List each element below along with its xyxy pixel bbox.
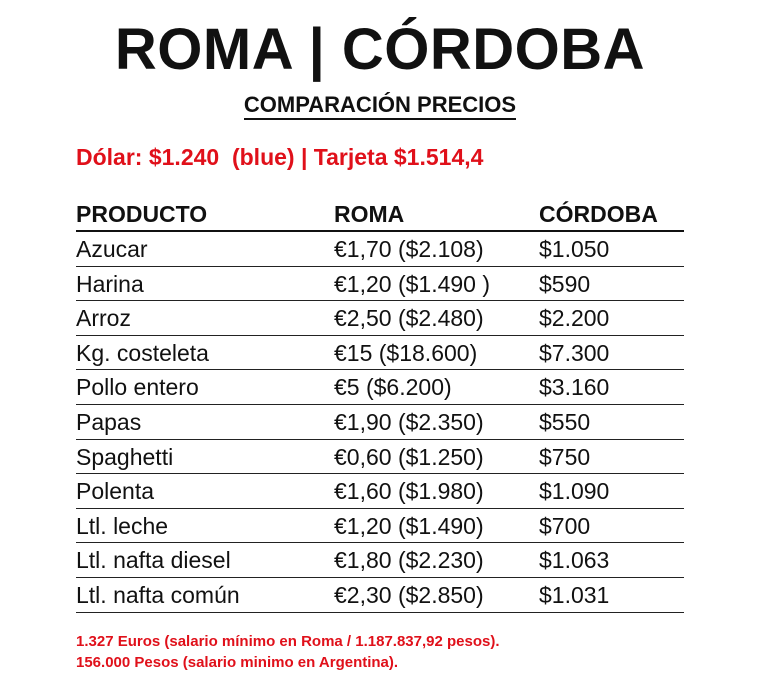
column-header-roma: ROMA: [334, 201, 405, 227]
cordoba-price-cell: $1.063: [539, 547, 610, 574]
table-row: [76, 474, 684, 509]
table-row: [76, 301, 684, 336]
cordoba-price-cell: $7.300: [539, 339, 610, 366]
cordoba-price-cell: $1.031: [539, 581, 610, 608]
roma-price-cell: €1,90 ($2.350): [334, 408, 484, 435]
page-title: ROMA | CÓRDOBA: [114, 17, 646, 82]
exchange-rate-line: Dólar: $1.240 (blue) | Tarjeta $1.514,4: [76, 144, 484, 170]
footnotes: [76, 631, 500, 673]
roma-price-cell: €1,70 ($2.108): [334, 236, 484, 262]
roma-price-cell: €15 ($18.600): [334, 339, 478, 366]
product-cell: Azucar: [76, 236, 148, 262]
cordoba-price-cell: $3.160: [539, 374, 610, 401]
cordoba-price-cell: $550: [539, 408, 591, 435]
table-row: [76, 336, 684, 371]
cordoba-price-cell: $2.200: [539, 305, 610, 332]
product-cell: Ltl. leche: [76, 512, 169, 539]
table-row: [76, 578, 684, 613]
footnote-roma-salary: 1.327 Euros (salario mínimo en Roma / 1.187.837,92 pesos).: [76, 633, 500, 650]
roma-price-cell: €2,50 ($2.480): [334, 305, 484, 332]
product-cell: Harina: [76, 270, 144, 297]
product-cell: Papas: [76, 408, 142, 435]
cordoba-price-cell: $590: [539, 270, 591, 297]
cordoba-price-cell: $1.050: [539, 236, 610, 262]
cordoba-price-cell: $700: [539, 512, 591, 539]
roma-price-cell: €1,80 ($2.230): [334, 547, 484, 574]
footnote-argentina-salary: 156.000 Pesos (salario minimo en Argentina).: [76, 654, 399, 671]
cordoba-price-cell: $750: [539, 443, 591, 470]
product-cell: Pollo entero: [76, 374, 199, 401]
table-row: [76, 509, 684, 544]
product-cell: Arroz: [76, 305, 131, 332]
roma-price-cell: €1,20 ($1.490 ): [334, 270, 491, 297]
table-row: [76, 405, 684, 440]
product-cell: Ltl. nafta diesel: [76, 547, 231, 574]
table-row: [76, 267, 684, 302]
roma-price-cell: €2,30 ($2.850): [334, 581, 484, 608]
page-subtitle: [0, 91, 760, 119]
product-cell: Ltl. nafta común: [76, 581, 240, 608]
table-row: [76, 440, 684, 475]
product-cell: Polenta: [76, 478, 155, 505]
column-header-cordoba: CÓRDOBA: [539, 201, 658, 227]
roma-price-cell: €1,20 ($1.490): [334, 512, 484, 539]
price-comparison-table: [76, 197, 684, 613]
column-header-product: PRODUCTO: [76, 201, 208, 227]
roma-price-cell: €0,60 ($1.250): [334, 443, 484, 470]
cordoba-price-cell: $1.090: [539, 478, 610, 505]
table-row: [76, 543, 684, 578]
subtitle-text: COMPARACIÓN PRECIOS: [244, 92, 516, 120]
roma-price-cell: €1,60 ($1.980): [334, 478, 484, 505]
roma-price-cell: €5 ($6.200): [334, 374, 452, 401]
table-header-row: [76, 197, 684, 232]
product-cell: Kg. costeleta: [76, 339, 209, 366]
table-row: [76, 370, 684, 405]
product-cell: Spaghetti: [76, 443, 174, 470]
table-row: [76, 232, 684, 267]
